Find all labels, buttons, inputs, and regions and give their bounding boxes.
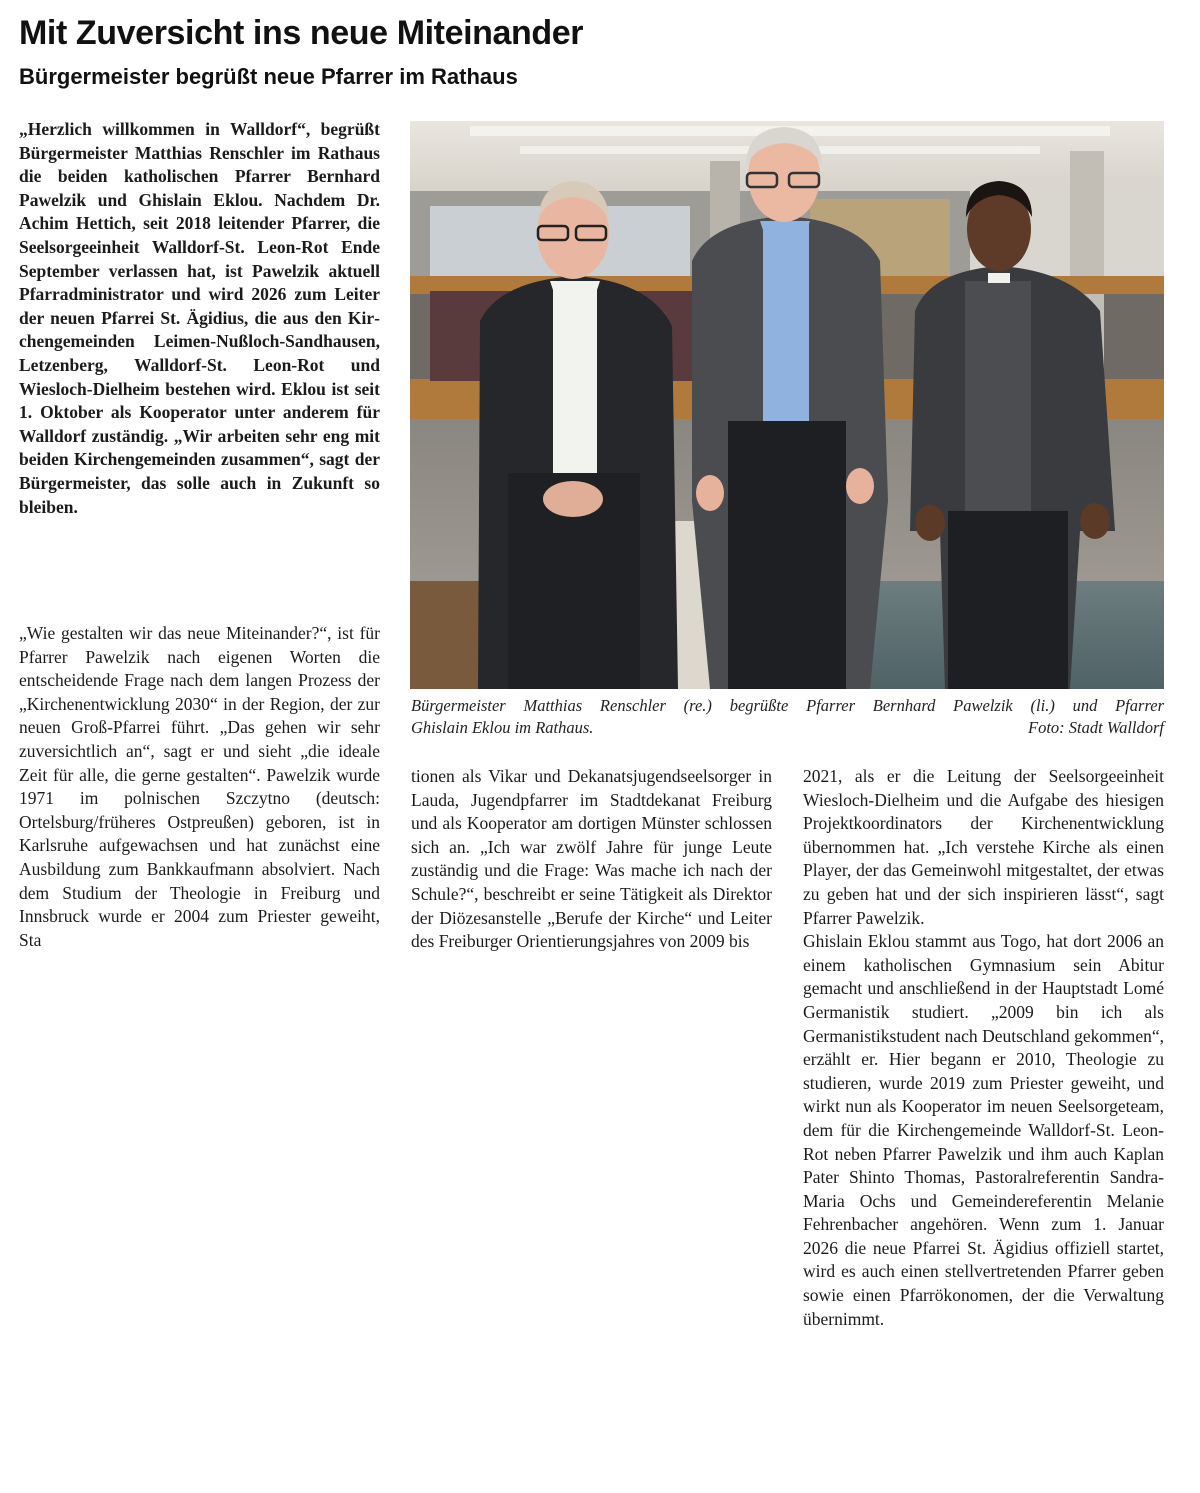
article-photo (410, 121, 1164, 689)
photo-credit: Foto: Stadt Walldorf (1028, 718, 1164, 737)
body-column-2 (411, 765, 772, 954)
photo-caption (411, 695, 1164, 739)
lead-paragraph: „Herzlich willkommen in Walldorf“, begrüßt Bürgermeister Matthias Renschler im Rathaus die beiden katholischen Pfarrer Bernhard Pawelzik und Ghislain Eklou. Nachdem Dr. Achim Hettich, seit 2018 leitender Pfarrer, die Seelsorgeeinheit Walldorf-St. Leon-Rot Ende September verlassen hat, ist Pawelzik aktuell Pfarradministrator und wird 2026 zum Leiter der neuen Pfarrei St. Ägidius, die aus den Kirchengemeinden Leimen-Nußloch-Sandhausen, Letzenberg, Walldorf-St. Leon-Rot und Wiesloch-Dielheim bestehen wird. Eklou ist seit 1. Oktober als Kooperator unter anderem für Walldorf zuständig. „Wir arbeiten sehr eng mit beiden Kirchengemeinden zusammen“, sagt der Bürgermeister, das solle auch in Zukunft so bleiben. (19, 119, 380, 517)
body-column-1 (19, 622, 380, 952)
body-paragraph-2: tionen als Vikar und Dekanatsjugendseelsorger in Lauda, Jugendpfarrer im Stadtdekanat Freiburg und als Kooperator am dortigen Münster schlossen sich an. „Ich war zwölf Jahre für junge Leute zuständig und die Frage: Was mache ich nach der Schule?“, beschreibt er seine Tätigkeit als Direktor der Diözesanstelle „Berufe der Kirche“ und Leiter des Freiburger Orientierungsjahres von 2009 bis (411, 766, 772, 952)
body-paragraph-3: 2021, als er die Leitung der Seelsorgeeinheit Wiesloch-Dielheim und die Aufgabe des hiesigen Projektkoordinators der Kirchenentwicklung übernommen hat. „Ich verstehe Kirche als einen Player, der das Gemeinwohl mitgestaltet, der etwas zu geben hat und der sich inspirieren lässt“, sagt Pfarrer Pawelzik. (803, 766, 1164, 928)
body-paragraph-1: „Wie gestalten wir das neue Miteinander?“, ist für Pfarrer Pawelzik nach eigenen Worten die entscheidende Frage nach dem langen Prozess der „Kirchenentwicklung 2030“ in der Region, der zur neuen Groß-Pfarrei führt. „Das gehen wir sehr zuversichtlich an“, sagt er und sieht „die ideale Zeit für alle, die gerne gestalten“. Pawelzik wurde 1971 im polnischen Szczytno (deutsch: Ortelsburg/früheres Ostpreußen) geboren, ist in Karlsruhe aufgewachsen und hat zunächst eine Ausbildung zum Bankkaufmann absolviert. Nach dem Studium der Theologie in Freiburg und Innsbruck wurde er 2004 zum Priester geweiht, Sta (19, 623, 380, 950)
caption-line-2: Ghislain Eklou im Rathaus. (411, 718, 594, 737)
body-column-3 (803, 765, 1164, 1331)
article-subheadline: Bürgermeister begrüßt neue Pfarrer im Rathaus (19, 64, 518, 89)
caption-line-1: Bürgermeister Matthias Renschler (re.) begrüßte Pfarrer Bernhard Pawelzik (li.) und Pfarrer (411, 696, 1164, 715)
lead-paragraph-column (19, 118, 380, 519)
body-paragraph-4: Ghislain Eklou stammt aus Togo, hat dort 2006 an einem katholischen Gymnasium sein Abitur gemacht und anschließend in der Hauptstadt Lomé Germanistik studiert. „2009 bin ich als Germanistikstudent nach Deutschland gekommen“, erzählt er. Hier begann er 2010, Theologie zu studieren, wurde 2019 zum Priester geweiht, und wirkt nun als Kooperator im neuen Seelsorgeteam, dem für die Kirchengemeinde Walldorf-St. Leon-Rot neben Pfarrer Pawelzik und ihm auch Kaplan Pater Shinto Thomas, Pastoralreferentin Sandra-Maria Ochs und Gemeindereferentin Melanie Fehrenbacher angehören. Wenn zum 1. Januar 2026 die neue Pfarrei St. Ägidius offiziell startet, wird es auch einen stellvertretenden Pfarrer geben sowie einen Pfarrökonomen, der die Verwaltung übernimmt. (803, 931, 1164, 1329)
caption-line-2-row (411, 717, 1164, 739)
article-headline: Mit Zuversicht ins neue Miteinander (19, 14, 584, 52)
